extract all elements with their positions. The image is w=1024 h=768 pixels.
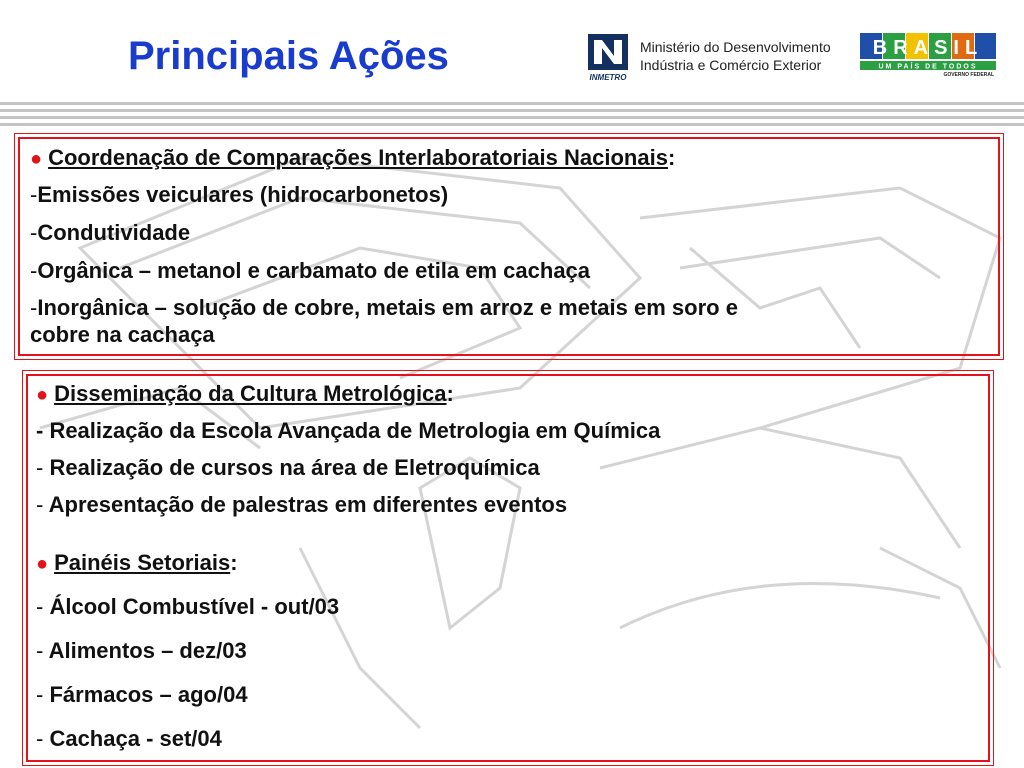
ministry-name bbox=[640, 38, 831, 74]
list-item bbox=[36, 638, 247, 664]
section1-heading-text: Coordenação de Comparações Interlaboratoriais Nacionais bbox=[48, 145, 668, 170]
brasil-slogan: UM PAÍS DE TODOS bbox=[878, 63, 978, 71]
list-item bbox=[36, 492, 567, 518]
list-item-prefix: - bbox=[30, 295, 38, 320]
bullet-icon: ● bbox=[30, 148, 43, 170]
list-item-prefix: - bbox=[30, 182, 38, 207]
list-item-prefix: - bbox=[30, 258, 38, 283]
ministry-line-1: Ministério do Desenvolvimento bbox=[640, 39, 831, 55]
list-item-text: Cachaça - set/04 bbox=[49, 726, 222, 751]
header-stripes bbox=[0, 98, 1024, 128]
list-item bbox=[36, 594, 339, 620]
list-item-prefix: - bbox=[36, 594, 44, 619]
list-item-text: Realização de cursos na área de Eletroquímica bbox=[49, 455, 540, 480]
list-item-text: Alimentos – dez/03 bbox=[48, 638, 247, 663]
inmetro-logo bbox=[588, 34, 628, 82]
list-item-prefix: - bbox=[36, 682, 44, 707]
list-item bbox=[36, 418, 660, 444]
list-item bbox=[36, 455, 540, 481]
list-item-text: Emissões veiculares (hidrocarbonetos) bbox=[37, 182, 449, 207]
list-item-prefix: - bbox=[36, 638, 44, 663]
list-item-prefix: - bbox=[36, 726, 44, 751]
section3-heading-text: Painéis Setoriais bbox=[54, 550, 231, 575]
list-item bbox=[30, 220, 190, 246]
bullet-icon: ● bbox=[36, 553, 49, 575]
list-item-text: Inorgânica – solução de cobre, metais em arroz e metais em soro e bbox=[37, 295, 738, 320]
list-item bbox=[30, 295, 738, 321]
list-item-text: Álcool Combustível - out/03 bbox=[49, 594, 340, 619]
ministry-line-2: Indústria e Comércio Exterior bbox=[640, 57, 822, 73]
list-item-text: Fármacos – ago/04 bbox=[49, 682, 248, 707]
list-item bbox=[36, 682, 248, 708]
list-item-prefix: - bbox=[30, 220, 38, 245]
brasil-subtitle: GOVERNO FEDERAL bbox=[943, 72, 994, 77]
section3-heading: ● Painéis Setoriais: bbox=[36, 550, 238, 575]
list-item bbox=[36, 726, 222, 752]
list-item-prefix: - bbox=[36, 455, 44, 480]
list-item-text: Apresentação de palestras em diferentes eventos bbox=[48, 492, 568, 517]
page-title: Principais Ações bbox=[128, 34, 449, 78]
brasil-logo-text: BRASIL bbox=[872, 37, 984, 59]
list-item-text: Orgânica – metanol e carbamato de etila em cachaça bbox=[37, 258, 591, 283]
section2-heading-text: Disseminação da Cultura Metrológica bbox=[54, 381, 447, 406]
list-item bbox=[30, 258, 590, 284]
list-item-text: - Realização da Escola Avançada de Metrologia em Química bbox=[36, 418, 661, 443]
list-item-continuation: cobre na cachaça bbox=[30, 322, 215, 347]
list-item-text: Condutividade bbox=[37, 220, 191, 245]
list-item-prefix: - bbox=[36, 492, 44, 517]
section1-heading: ● Coordenação de Comparações Interlaboratoriais Nacionais: bbox=[30, 145, 676, 170]
inmetro-logo-text: INMETRO bbox=[589, 73, 627, 82]
bullet-icon: ● bbox=[36, 384, 49, 406]
list-item bbox=[30, 182, 448, 208]
section2-heading: ● Disseminação da Cultura Metrológica: bbox=[36, 381, 454, 406]
brasil-logo bbox=[860, 33, 996, 77]
